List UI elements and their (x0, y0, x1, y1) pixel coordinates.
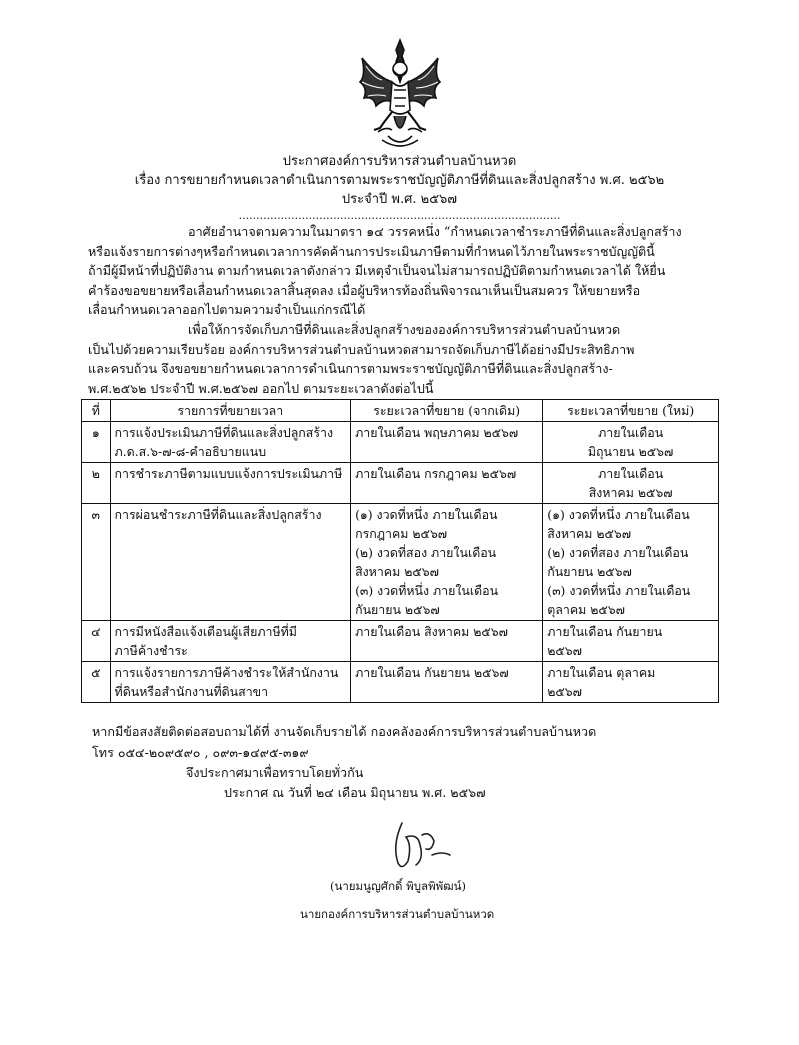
row-number: ๕ (82, 662, 111, 703)
row-old-period (351, 422, 543, 463)
paragraph-purpose (88, 320, 710, 398)
paragraph-line: พ.ศ.๒๕๖๒ ประจำปี พ.ศ.๒๕๖๗ ออกไป ตามระยะเวลาดังต่อไปนี้ (88, 380, 434, 396)
row-number: ๔ (82, 621, 111, 662)
cell-line: สิงหาคม ๒๕๖๗ (588, 485, 673, 500)
cell-line: (๑) งวดที่หนึ่ง ภายในเดือน (547, 507, 690, 522)
cell-line: มิถุนายน ๒๕๖๗ (587, 444, 674, 459)
garuda-emblem-icon (352, 36, 448, 152)
cell-line: ตุลาคม ๒๕๖๗ (547, 602, 625, 617)
table-header-row (82, 400, 719, 422)
table-row (82, 621, 719, 662)
row-old-period (351, 621, 543, 662)
row-number: ๓ (82, 504, 111, 621)
paragraph-line: ถ้ามีผู้มีหน้าที่ปฏิบัติงาน ตามกำหนดเวลาดังกล่าว มีเหตุจำเป็นจนไม่สามารถปฏิบัติตามกำหนดเวลาได้ ให้ยื่น (88, 263, 666, 278)
cell-line: การแจ้งรายการภาษีค้างชำระให้สำนักงาน (114, 665, 339, 680)
header-new-period: ระยะเวลาที่ขยาย (ใหม่) (543, 400, 719, 422)
table-row (82, 422, 719, 463)
cell-line: ๒๕๖๗ (547, 643, 582, 658)
cell-line: ภ.ด.ส.๖-๗-๘-คำอธิบายแนบ (114, 444, 267, 459)
signer-name: (นายมนูญศักดิ์ พิบูลพิพัฒน์) (330, 879, 466, 893)
announce-line: จึงประกาศมาเพื่อทราบโดยทั่วกัน (186, 765, 364, 780)
table-row (82, 463, 719, 504)
table-row (82, 504, 719, 621)
contact-line: หากมีข้อสงสัยติดต่อสอบถามได้ที่ งานจัดเก็บรายได้ กองคลังองค์การบริหารส่วนตำบลบ้านหวด (92, 724, 597, 739)
cell-line: การชำระภาษีตามแบบแจ้งการประเมินภาษี (114, 466, 343, 481)
cell-line: (๒) งวดที่สอง ภายในเดือน (547, 545, 689, 560)
cell-line: ภายในเดือน กรกฎาคม ๒๕๖๗ (355, 466, 517, 481)
row-item (110, 463, 351, 504)
cell-line: การผ่อนชำระภาษีที่ดินและสิ่งปลูกสร้าง (114, 507, 322, 522)
paragraph-line: เลื่อนกำหนดเวลาออกไปตามความจำเป็นแก่กรณีได้ (88, 302, 366, 317)
paragraph-line: และครบถ้วน จึงขอขยายกำหนดเวลาการดำเนินการตามพระราชบัญญัติภาษีที่ดินและสิ่งปลูกสร้าง- (88, 361, 613, 376)
row-old-period (351, 463, 543, 504)
header-old-period: ระยะเวลาที่ขยาย (จากเดิม) (351, 400, 543, 422)
row-new-period (543, 463, 719, 504)
table-row (82, 662, 719, 703)
cell-line: ๒๕๖๗ (547, 684, 582, 699)
cell-line: ภายในเดือน กันยายน ๒๕๖๗ (355, 665, 509, 680)
handwritten-signature (372, 815, 462, 875)
row-old-period (351, 662, 543, 703)
cell-line: การมีหนังสือแจ้งเตือนผู้เสียภาษีที่มี (114, 624, 297, 639)
cell-line: ภายในเดือน ตุลาคม (547, 665, 656, 680)
cell-line: กันยายน ๒๕๖๗ (355, 602, 440, 617)
paragraph-authority (88, 222, 710, 320)
cell-line: ภาษีค้างชำระ (114, 643, 188, 658)
cell-line: สิงหาคม ๒๕๖๗ (547, 526, 632, 541)
cell-line: (๒) งวดที่สอง ภายในเดือน (355, 545, 497, 560)
cell-line: ภายในเดือน กันยายน (547, 624, 663, 639)
signer-title: นายกองค์การบริหารส่วนตำบลบ้านหวด (300, 907, 495, 921)
cell-line: การแจ้งประเมินภาษีที่ดินและสิ่งปลูกสร้าง (114, 425, 334, 440)
cell-line: ภายในเดือน (598, 425, 664, 440)
row-new-period (543, 662, 719, 703)
row-item (110, 621, 351, 662)
paragraph-line: เป็นไปด้วยความเรียบร้อย องค์การบริหารส่วนตำบลบ้านหวดสามารถจัดเก็บภาษีได้อย่างมีประสิทธิภาพ (88, 341, 635, 357)
cell-line: (๓) งวดที่หนึ่ง ภายในเดือน (547, 583, 691, 598)
row-item (110, 504, 351, 621)
announcement-subject: เรื่อง การขยายกำหนดเวลาดำเนินการตามพระราชบัญญัติภาษีที่ดินและสิ่งปลูกสร้าง พ.ศ. ๒๕๖๒ (134, 173, 665, 188)
announcement-year: ประจำปี พ.ศ. ๒๕๖๗ (341, 192, 458, 207)
row-number: ๑ (82, 422, 111, 463)
row-number: ๒ (82, 463, 111, 504)
row-new-period (543, 621, 719, 662)
paragraph-line: หรือแจ้งรายการต่างๆหรือกำหนดเวลาการคัดค้านการประเมินภาษีตามที่กำหนดไว้ภายในพระราชบัญญัตินี้ (88, 243, 655, 259)
contact-phone: โทร ๐๕๔-๒๐๙๕๙๐ , ๐๙๓-๑๔๙๕-๓๑๙ (92, 745, 309, 760)
row-old-period (351, 504, 543, 621)
cell-line: (๑) งวดที่หนึ่ง ภายในเดือน (355, 507, 498, 522)
row-new-period (543, 504, 719, 621)
schedule-table (81, 399, 719, 703)
cell-line: กรกฎาคม ๒๕๖๗ (355, 526, 448, 541)
paragraph-line: คำร้องขอขยายหรือเลื่อนกำหนดเวลาสิ้นสุดลง เมื่อผู้บริหารท้องถิ่นพิจารณาเห็นเป็นสมควร ให้ขยายหรือ (88, 282, 641, 298)
paragraph-line: อาศัยอำนาจตามความในมาตรา ๑๔ วรรคหนึ่ง “กำหนดเวลาชำระภาษีที่ดินและสิ่งปลูกสร้าง (188, 224, 682, 239)
cell-line: ภายในเดือน สิงหาคม ๒๕๖๗ (355, 624, 508, 639)
announce-date: ประกาศ ณ วันที่ ๒๔ เดือน มิถุนายน พ.ศ. ๒๕๖๗ (224, 785, 486, 800)
row-item (110, 422, 351, 463)
cell-line: ภายในเดือน (598, 466, 664, 481)
header-item: รายการที่ขยายเวลา (110, 400, 351, 422)
row-new-period (543, 422, 719, 463)
cell-line: สิงหาคม ๒๕๖๗ (355, 564, 439, 579)
dotted-divider: ............................................................................................ (238, 209, 561, 222)
row-item (110, 662, 351, 703)
cell-line: กันยายน ๒๕๖๗ (547, 564, 632, 579)
paragraph-line: เพื่อให้การจัดเก็บภาษีที่ดินและสิ่งปลูกสร้างขององค์การบริหารส่วนตำบลบ้านหวด (188, 322, 621, 337)
header-no: ที่ (82, 400, 111, 422)
cell-line: ที่ดินหรือสำนักงานที่ดินสาขา (114, 684, 269, 699)
cell-line: (๓) งวดที่หนึ่ง ภายในเดือน (355, 583, 499, 598)
cell-line: ภายในเดือน พฤษภาคม ๒๕๖๗ (355, 425, 519, 440)
announcement-title: ประกาศองค์การบริหารส่วนตำบลบ้านหวด (282, 154, 517, 169)
